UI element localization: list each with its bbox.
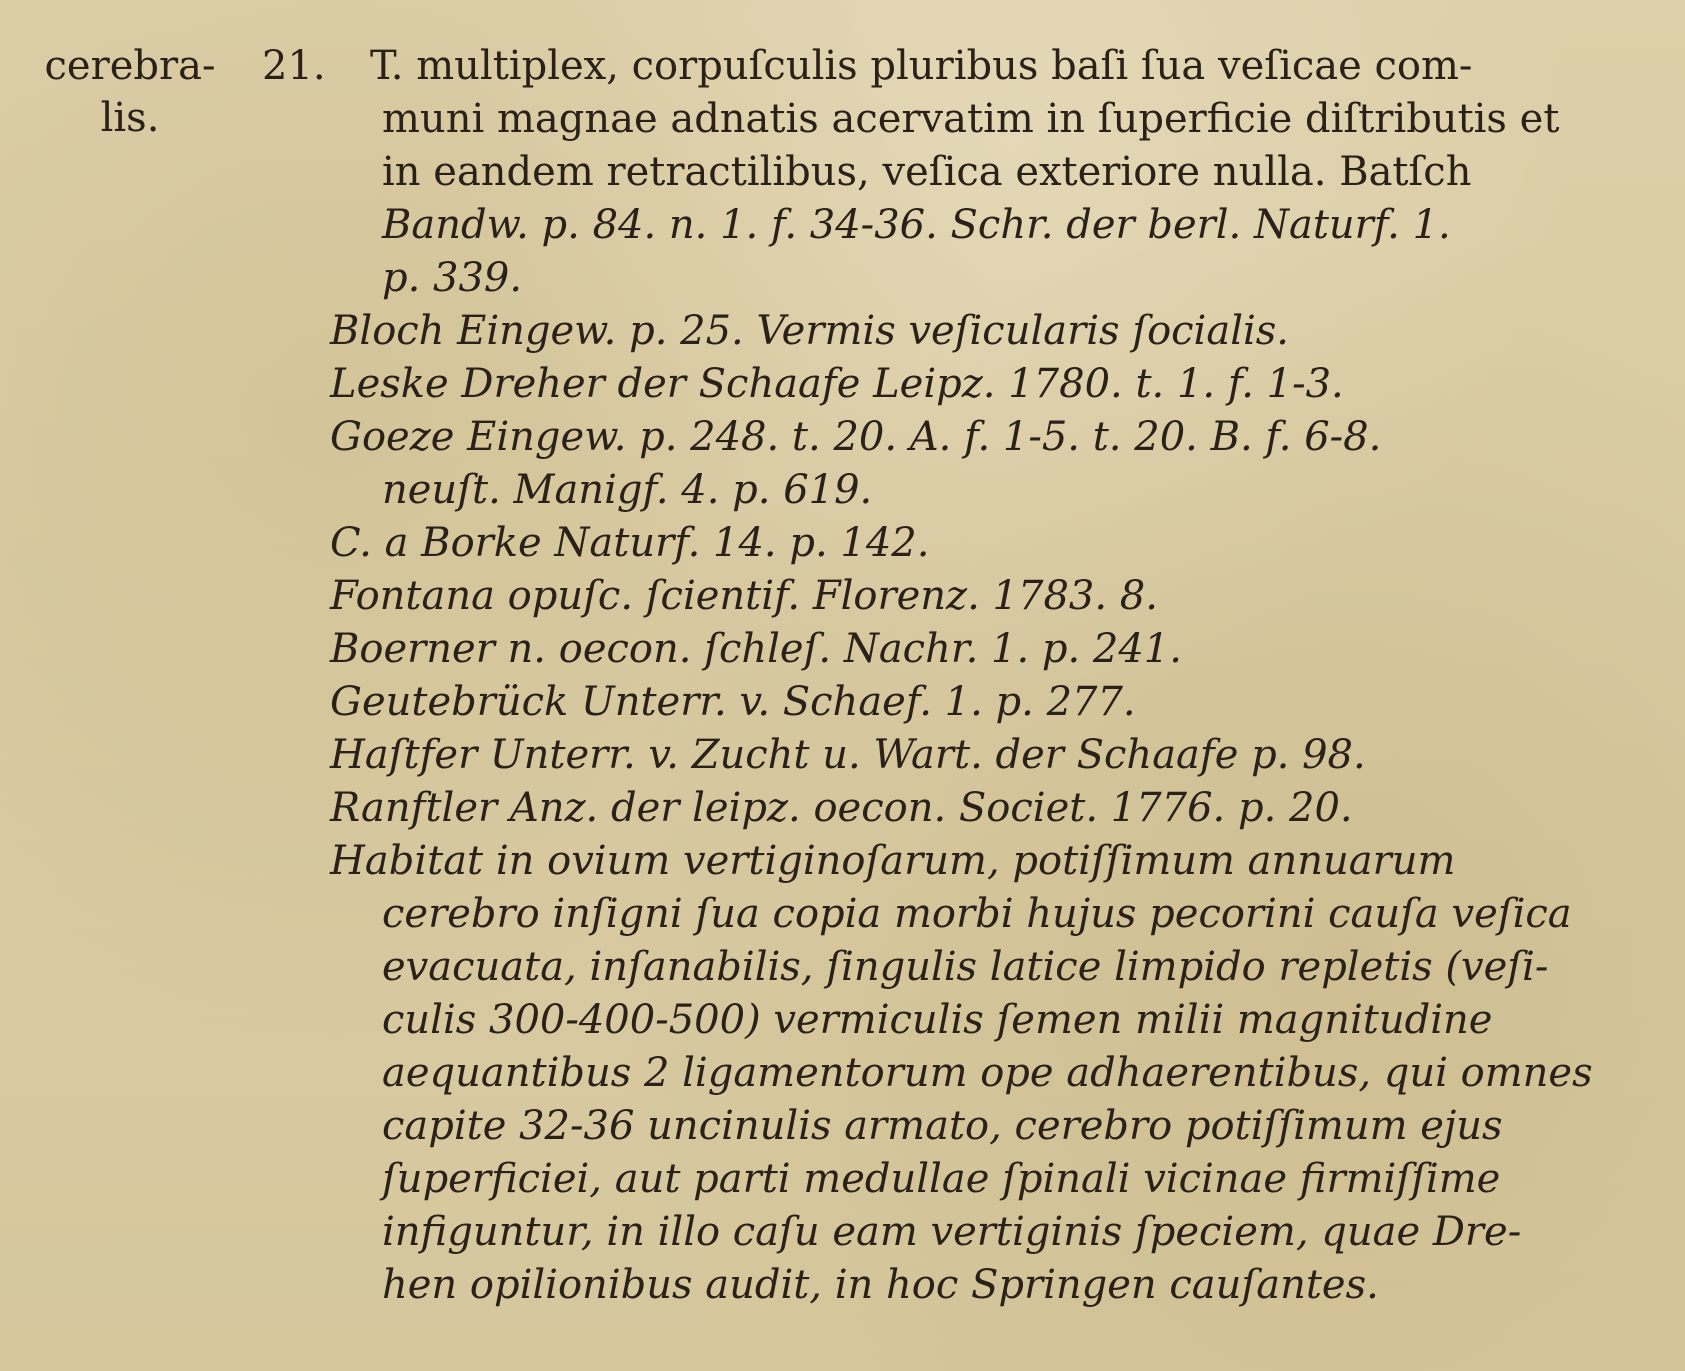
habitat-line: aequantibus 2 ligamentorum ope adhaerentibus, qui omnes: [382, 1050, 1593, 1096]
habitat-line: infiguntur, in illo caſu eam vertiginis ſpeciem, quae Dre-: [382, 1209, 1522, 1255]
margin-note-line: lis.: [100, 95, 160, 141]
habitat-line: culis 300-400-500) vermiculis ſemen milii magnitudine: [382, 997, 1493, 1043]
habitat-paragraph: [330, 835, 1660, 1312]
reference-line: C. a Borke Naturf. 14. p. 142.: [330, 520, 930, 566]
species-description: [330, 40, 1660, 305]
references-list: [330, 305, 1660, 835]
habitat-line: hen opilionibus audit, in hoc Springen cauſantes.: [382, 1262, 1379, 1308]
reference-line: Goeze Eingew. p. 248. t. 20. A. f. 1-5. t. 20. B. f. 6-8.: [330, 414, 1382, 460]
description-line: Bandw. p. 84. n. 1. f. 34-36. Schr. der berl. Naturf. 1.: [382, 202, 1451, 248]
margin-note: [40, 40, 220, 144]
entry-number: 21.: [262, 43, 326, 89]
description-line: T. multiplex, corpuſculis pluribus baſi ſua veſicae com-: [370, 43, 1473, 89]
description-line: in eandem retractilibus, veſica exteriore nulla. Batſch: [382, 149, 1472, 195]
reference-line: Bloch Eingew. p. 25. Vermis veſicularis ſocialis.: [330, 308, 1290, 354]
reference-line: Fontana opuſc. ſcientif. Florenz. 1783. 8.: [330, 573, 1158, 619]
reference-line: Haſtfer Unterr. v. Zucht u. Wart. der Schaafe p. 98.: [330, 732, 1366, 778]
habitat-line: ſuperficiei, aut parti medullae ſpinali vicinae firmiſſime: [382, 1156, 1501, 1202]
reference-line: Geutebrück Unterr. v. Schaef. 1. p. 277.: [330, 679, 1136, 725]
margin-note-line: cerebra-: [44, 43, 216, 89]
description-line: muni magnae adnatis acervatim in ſuperficie diſtributis et: [382, 96, 1560, 142]
habitat-line: Habitat in ovium vertiginoſarum, potiſſimum annuarum: [330, 838, 1456, 884]
reference-line: Boerner n. oecon. ſchleſ. Nachr. 1. p. 241.: [330, 626, 1182, 672]
habitat-line: cerebro inſigni ſua copia morbi hujus pecorini cauſa veſica: [382, 891, 1572, 937]
description-line: p. 339.: [382, 255, 523, 301]
habitat-line: evacuata, inſanabilis, ſingulis latice limpido repletis (veſi-: [382, 944, 1549, 990]
habitat-line: capite 32-36 uncinulis armato, cerebro potiſſimum ejus: [382, 1103, 1503, 1149]
reference-line: Leske Dreher der Schaafe Leipz. 1780. t. 1. f. 1-3.: [330, 361, 1344, 407]
entry-text: [330, 40, 1660, 1312]
reference-line: neuſt. Manigf. 4. p. 619.: [382, 467, 873, 513]
reference-line: Ranftler Anz. der leipz. oecon. Societ. 1776. p. 20.: [330, 785, 1353, 831]
